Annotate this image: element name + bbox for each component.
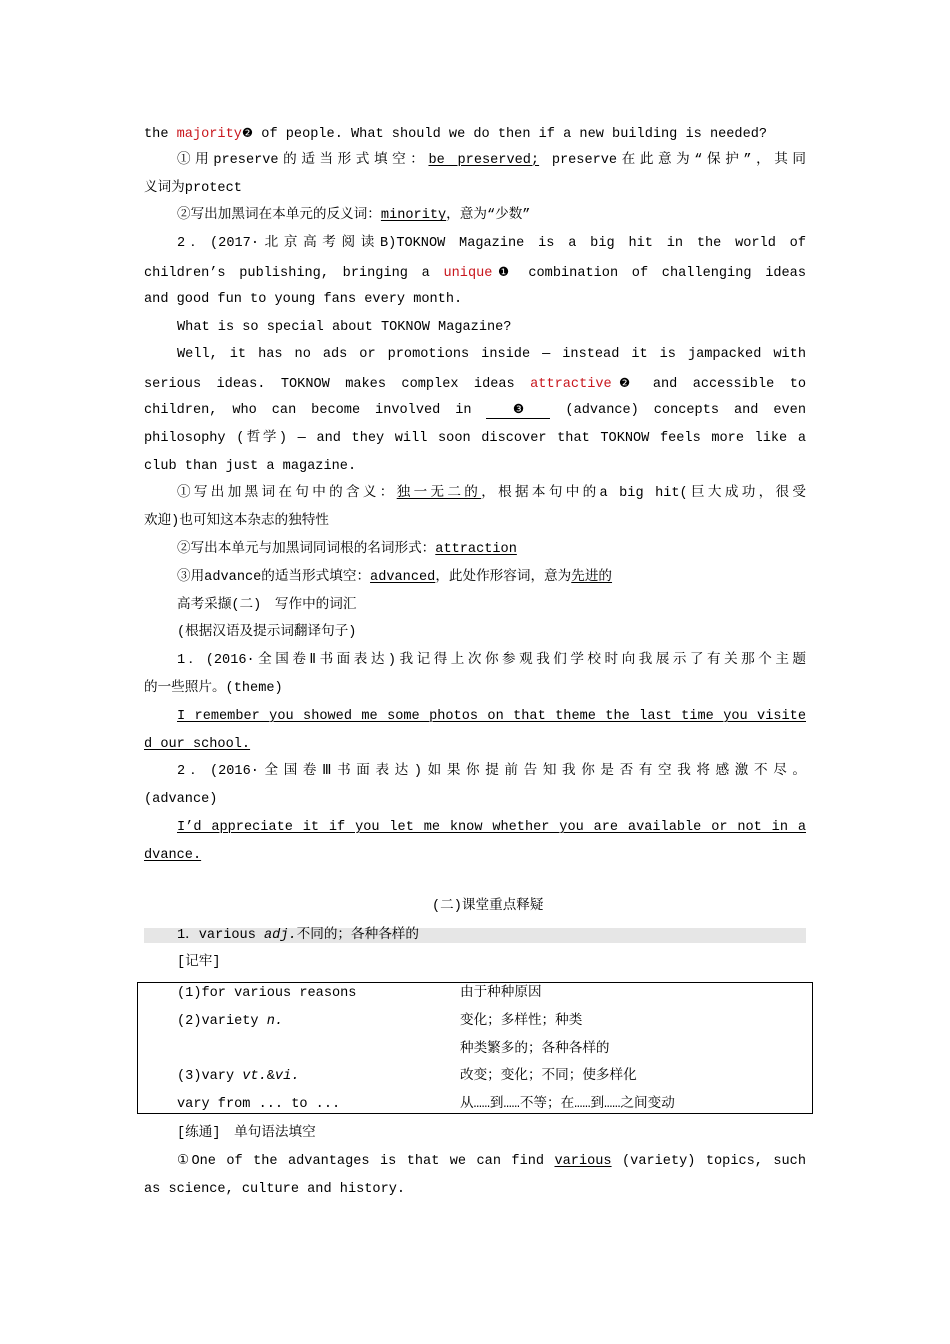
passage-line: [144, 647, 806, 675]
answer-various: various: [554, 1154, 612, 1169]
passage-line: [144, 286, 806, 314]
answer-underlined: be preserved;: [428, 152, 540, 168]
usage-phrase: [177, 1091, 340, 1119]
text: combination of challenging ideas: [514, 265, 806, 281]
pos-label: vt.: [242, 1069, 267, 1085]
text: the: [144, 127, 177, 142]
bold-word: unique: [443, 265, 493, 281]
answer-line: [144, 814, 806, 842]
passage-line: [144, 175, 806, 203]
pos-label: vi.: [274, 1069, 300, 1085]
passage-line: [144, 758, 806, 786]
passage-line: [144, 536, 806, 564]
vocab-entry: [144, 922, 806, 950]
text: Well, it has no ads or promotions inside — instead it is jampacked with: [177, 347, 806, 363]
usage-phrase: [177, 980, 356, 1008]
passage-line: [144, 147, 806, 175]
answer-underlined: attraction: [435, 541, 517, 557]
answer-line: [144, 731, 806, 759]
answer-underlined: minority: [380, 208, 447, 224]
text: ，此处作形容词，意为: [435, 569, 572, 585]
usage-meaning: 改变；变化；不同；使多样化: [460, 1069, 637, 1085]
practice-line: [144, 1148, 806, 1176]
text: 1．(2016·全国卷Ⅱ书面表达)我记得上次你参观我们学校时向我展示了有关那个主题: [177, 653, 806, 669]
passage-line: [144, 230, 806, 258]
text: of people. What should we do then if a new building is needed?: [253, 127, 768, 142]
bold-word: majority: [176, 127, 242, 142]
passage-line: [144, 425, 806, 453]
answer-line: [144, 842, 806, 870]
usage-row: [144, 1008, 806, 1036]
vocab-meaning: 不同的；各种各样的: [296, 928, 419, 943]
answer-underlined: 独一无二的: [396, 486, 482, 502]
text: ②写出本单元与加黑词同词根的名词形式：: [177, 541, 436, 557]
answer-underlined: I’d appreciate it if you let me know whether you are available or not in a: [177, 819, 806, 835]
passage-line: [144, 508, 806, 536]
text: as science, culture and history.: [144, 1182, 406, 1197]
note-marker: ❷: [241, 125, 254, 140]
text: 高考采撷(二) 写作中的词汇: [177, 597, 357, 613]
answer-line: [144, 703, 806, 731]
text: preserve在此意为“保护”，其同: [539, 152, 806, 168]
answer-underlined: dvance.: [144, 847, 202, 863]
text: (1)for various reasons: [177, 986, 357, 1001]
text: 义词为protect: [144, 180, 242, 196]
text: (advance) concepts and even: [550, 402, 806, 418]
instruction-line: [144, 619, 806, 647]
vocab-pos: adj.: [264, 928, 297, 943]
text: ①写出加黑词在句中的含义：: [177, 486, 397, 502]
text: &: [266, 1069, 275, 1085]
text: 欢迎)也可知这本杂志的独特性: [144, 514, 329, 530]
passage-line: [144, 341, 806, 369]
text: (advance): [144, 792, 218, 808]
memorize-label: [144, 949, 806, 977]
usage-meaning: 种类繁多的；各种各样的: [460, 1041, 610, 1057]
usage-meaning: 由于种种原因: [460, 986, 542, 1001]
text: ①用preserve的适当形式填空：: [177, 152, 429, 168]
text: ，意为“少数”: [446, 208, 531, 224]
usage-phrase: [177, 1008, 283, 1036]
text: (3)vary: [177, 1069, 243, 1085]
text: philosophy (哲学) — and they will soon discover that TOKNOW feels more like a: [144, 430, 806, 446]
text: ，根据本句中的a big hit(巨大成功，很受: [481, 486, 806, 502]
subsection-heading: [144, 592, 806, 620]
usage-row: [144, 980, 806, 1008]
passage-line: [144, 564, 806, 592]
text: ③用advance的适当形式填空：: [177, 569, 371, 585]
passage-line: [144, 453, 806, 481]
fill-blank: [486, 401, 550, 419]
text: ②写出加黑词在本单元的反义词：: [177, 208, 381, 224]
usage-phrase: [177, 1063, 299, 1091]
text: vary from ... to ...: [177, 1097, 341, 1113]
answer-underlined: I remember you showed me some photos on that theme the last time you visite: [177, 708, 806, 724]
text: What is so special about TOKNOW Magazine?: [177, 319, 512, 335]
section-heading: (二)课堂重点释疑: [432, 899, 544, 914]
usage-row: [144, 1091, 806, 1119]
passage-line: [144, 369, 806, 397]
usage-table: [144, 980, 806, 1119]
practice-line: [144, 1176, 806, 1204]
passage-line: [144, 675, 806, 703]
text: serious ideas. TOKNOW makes complex ideas: [144, 377, 531, 393]
passage-line: [144, 314, 806, 342]
passage-line: [144, 480, 806, 508]
passage-line: [144, 119, 806, 147]
text: (2)variety: [177, 1013, 267, 1029]
text: (根据汉语及提示词翻译句子): [177, 625, 357, 641]
usage-row: [144, 1036, 806, 1064]
practice-label: [144, 1120, 806, 1148]
bold-word: attractive: [530, 377, 612, 393]
note-marker: ❶: [492, 263, 515, 279]
note-marker: ❷: [611, 375, 638, 391]
text: and accessible to: [637, 377, 806, 393]
passage: [144, 119, 806, 870]
text: [练通] 单句语法填空: [177, 1126, 316, 1141]
usage-meaning: 变化；多样性；种类: [460, 1013, 583, 1029]
text: club than just a magazine.: [144, 458, 357, 474]
answer-underlined: 先进的: [571, 569, 613, 585]
answer-underlined: d our school.: [144, 736, 251, 752]
text: children, who can become involved in: [144, 402, 487, 418]
pos-label: n.: [266, 1013, 284, 1029]
usage-row: [144, 1063, 806, 1091]
passage-line: [144, 258, 806, 286]
text: children’s publishing, bringing a: [144, 265, 444, 281]
text: and good fun to young fans every month.: [144, 291, 463, 307]
vocab-word: 1．various: [177, 928, 265, 943]
text: (variety) topics, such: [611, 1154, 806, 1169]
text: 的一些照片。(theme): [144, 680, 283, 696]
passage-line: [144, 202, 806, 230]
text: ①One of the advantages is that we can find: [177, 1154, 555, 1169]
blank-marker: ❸: [512, 400, 525, 416]
text: 2．(2016·全国卷Ⅲ书面表达)如果你提前告知我你是否有空我将感激不尽。: [177, 764, 806, 780]
answer-underlined: advanced: [370, 569, 436, 585]
usage-meaning: 从……到……不等；在……到……之间变动: [460, 1097, 675, 1113]
passage-line: [144, 786, 806, 814]
passage-line: [144, 397, 806, 425]
text: 2．(2017·北京高考阅读B)TOKNOW Magazine is a big hit in the world of: [177, 236, 806, 252]
text: [记牢]: [177, 955, 221, 970]
